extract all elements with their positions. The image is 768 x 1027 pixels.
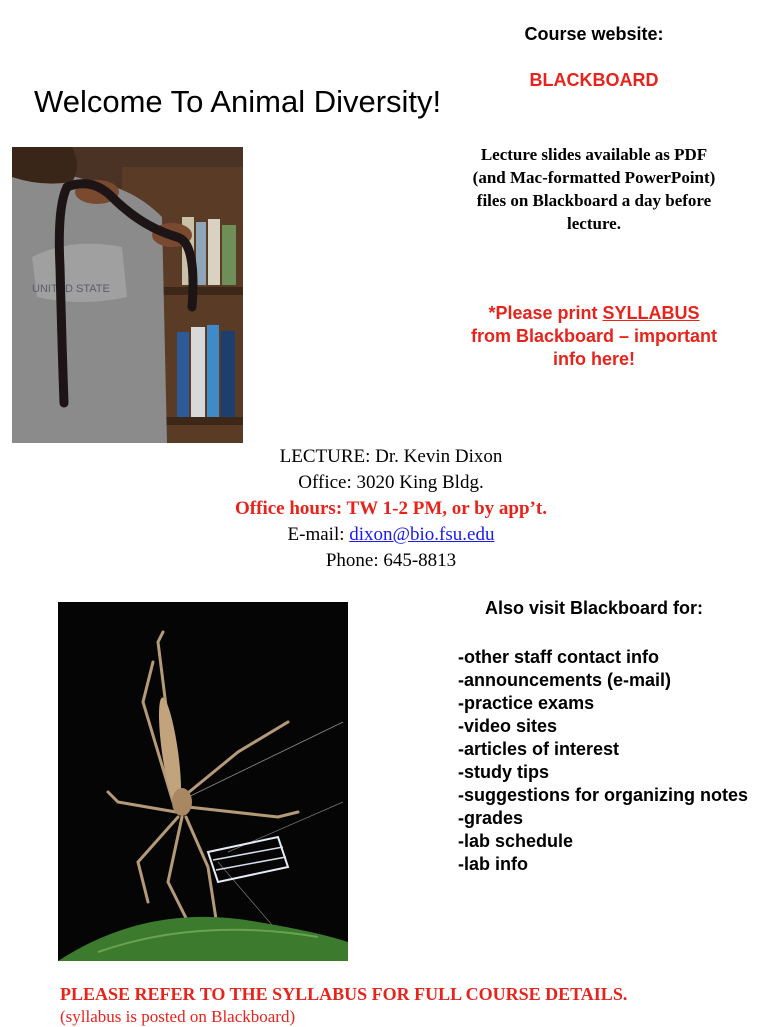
photo-net-casting-spider [58, 602, 348, 961]
footer-syllabus-notice: PLEASE REFER TO THE SYLLABUS FOR FULL COURSE DETAILS. [60, 984, 628, 1004]
office-line: Office: 3020 King Bldg. [298, 472, 484, 493]
also-visit-heading: Also visit Blackboard for: [484, 598, 704, 618]
course-website-value: BLACKBOARD [529, 70, 659, 90]
worm-photo-illustration [12, 147, 243, 443]
footer-syllabus-subnote: (syllabus is posted on Blackboard) [60, 1007, 296, 1026]
list-item: -grades [458, 808, 524, 828]
syllabus-note-line2: from Blackboard – important [470, 326, 718, 346]
lecture-slides-line: lecture. [567, 214, 621, 233]
lecture-slides-line: files on Blackboard a day before [476, 191, 712, 210]
syllabus-word: SYLLABUS [602, 303, 700, 323]
list-item: -lab schedule [458, 831, 574, 851]
lecture-slides-line: (and Mac-formatted PowerPoint) [472, 168, 716, 187]
lecture-slides-line: Lecture slides available as PDF [480, 145, 708, 164]
syllabus-note-line3: info here! [552, 349, 635, 369]
syllabus-note-line1 [440, 302, 748, 325]
photo-person-holding-worm [12, 147, 243, 443]
syllabus-print-note [440, 302, 748, 371]
page-title: Welcome To Animal Diversity! [34, 84, 442, 119]
email-link[interactable]: dixon@bio.fsu.edu [349, 524, 495, 545]
svg-text:UNITED STATE: UNITED STATE [32, 283, 110, 295]
list-item: -other staff contact info [458, 647, 659, 667]
syllabus-note-prefix: *Please print [488, 303, 603, 323]
list-item: -lab info [458, 854, 528, 874]
also-visit-list [458, 646, 748, 876]
list-item: -study tips [458, 762, 550, 782]
lecture-line: LECTURE: Dr. Kevin Dixon [279, 446, 503, 467]
lecturer-info [100, 444, 682, 574]
list-item: -articles of interest [458, 739, 620, 759]
office-hours-line: Office hours: TW 1-2 PM, or by app’t. [235, 498, 547, 519]
phone-line: Phone: 645-8813 [325, 550, 457, 571]
list-item: -announcements (e-mail) [458, 670, 672, 690]
list-item: -practice exams [458, 693, 595, 713]
list-item: -suggestions for organizing notes [458, 785, 749, 805]
course-website-label: Course website: [524, 24, 664, 44]
list-item: -video sites [458, 716, 558, 736]
spider-photo-illustration [58, 602, 348, 961]
lecture-slides-note [440, 143, 748, 235]
email-line [100, 522, 682, 548]
email-label: E-mail: [287, 524, 350, 545]
